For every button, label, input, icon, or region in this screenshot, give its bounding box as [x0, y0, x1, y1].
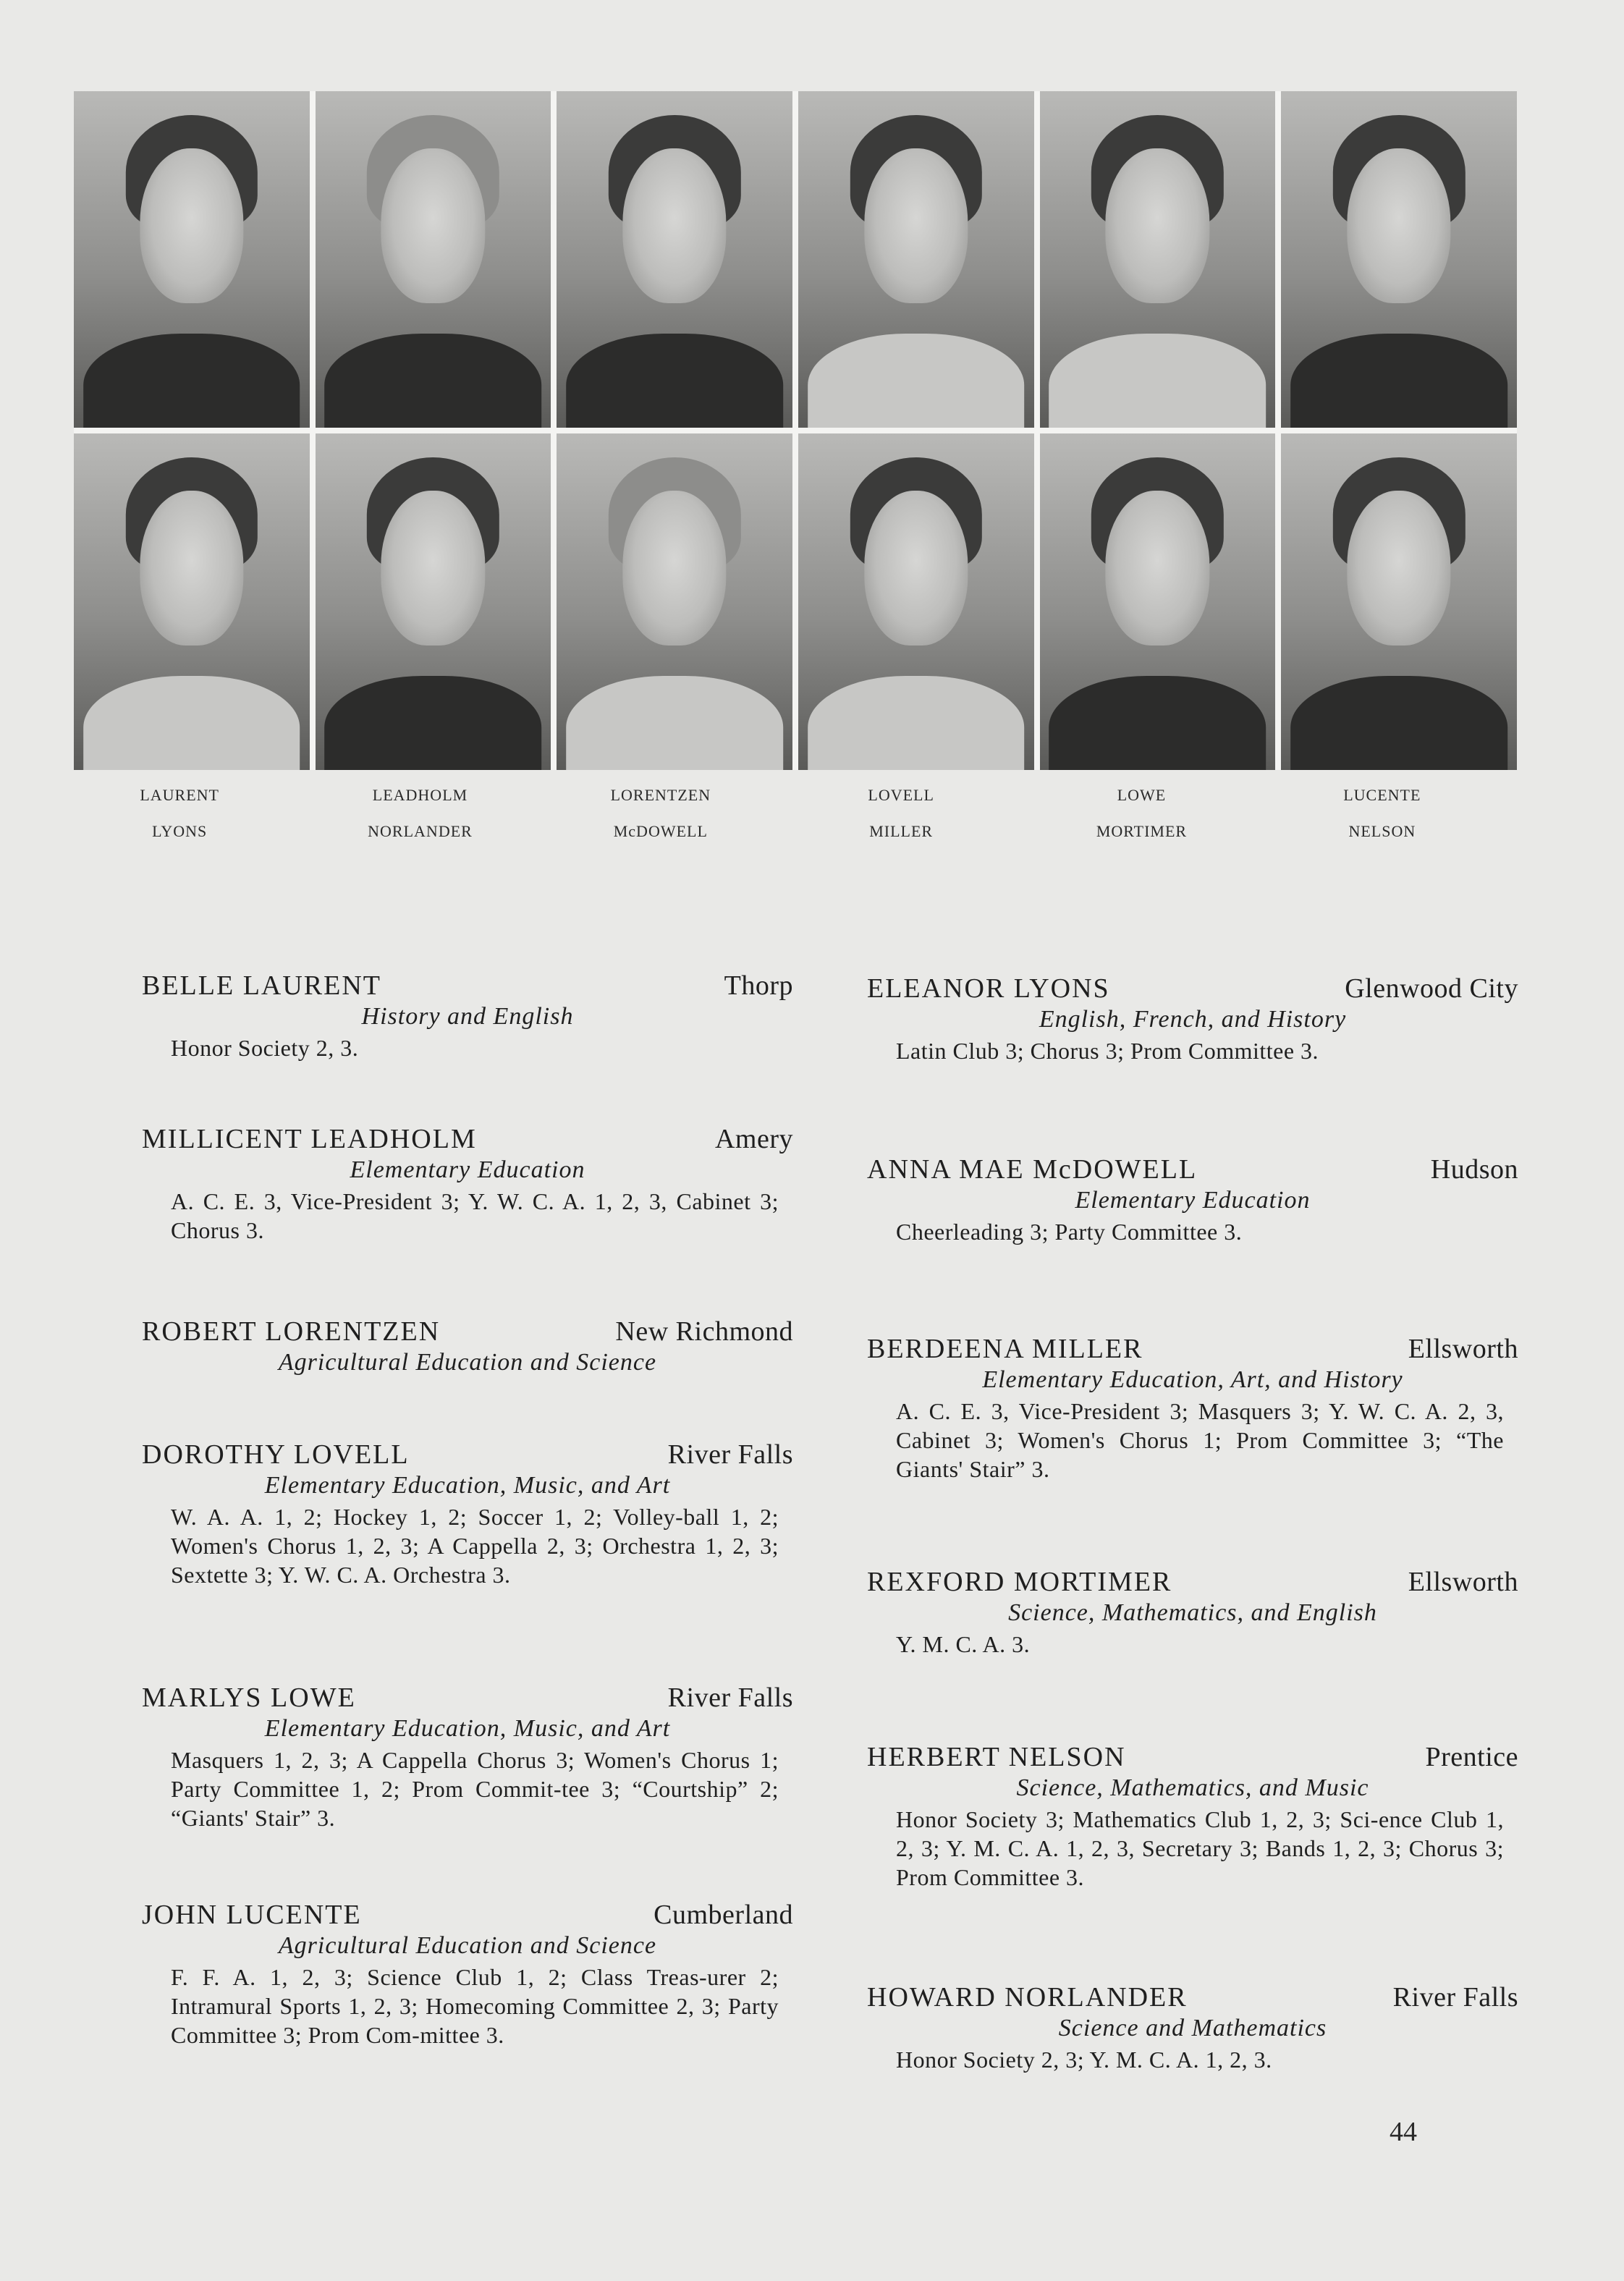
photo-caption: LUCENTE: [1343, 786, 1421, 804]
portrait-photo: [1040, 433, 1276, 770]
photo-caption: NELSON: [1348, 822, 1416, 840]
student-entry: [142, 1439, 793, 1589]
student-major: Agricultural Education and Science: [278, 1349, 657, 1376]
student-entry: [867, 973, 1518, 1065]
portrait-photo: [557, 91, 792, 428]
student-activities: A. C. E. 3, Vice-President 3; Masquers 3; Y. W. C. A. 2, 3, Cabinet 3; Women's Chorus 1; Prom Committee 3; “The Giants' Stair” 3.: [896, 1398, 1504, 1482]
student-entry: [867, 1154, 1518, 1246]
student-entry: [867, 1741, 1518, 1892]
student-entry: [867, 1333, 1518, 1484]
portrait-photo: [1040, 91, 1276, 428]
student-hometown: Ellsworth: [1408, 1334, 1518, 1364]
student-major: History and English: [361, 1003, 574, 1030]
portrait-photo: [74, 91, 310, 428]
student-hometown: Cumberland: [654, 1900, 793, 1930]
portrait-photo: [316, 433, 551, 770]
student-entry: [142, 1899, 793, 2049]
student-activities: Latin Club 3; Chorus 3; Prom Committee 3.: [896, 1038, 1319, 1064]
student-hometown: New Richmond: [615, 1316, 793, 1347]
student-activities: Honor Society 3; Mathematics Club 1, 2, 3; Sci-ence Club 1, 2, 3; Y. M. C. A. 1, 2, 3, Secretary 3; Bands 1, 2, 3; Chorus 3; Prom Committee 3.: [896, 1806, 1504, 1890]
photo-caption: NORLANDER: [368, 822, 473, 840]
photo-caption: LORENTZEN: [610, 786, 711, 804]
portrait-photo: [316, 91, 551, 428]
student-activities: F. F. A. 1, 2, 3; Science Club 1, 2; Class Treas-urer 2; Intramural Sports 1, 2, 3; Homecoming Committee 2, 3; Party Committee 3; Prom Com-mittee 3.: [171, 1964, 779, 2048]
student-name: BELLE LAURENT: [142, 970, 382, 1001]
student-hometown: Thorp: [724, 970, 793, 1001]
portrait-photo: [557, 433, 792, 770]
student-activities: W. A. A. 1, 2; Hockey 1, 2; Soccer 1, 2; Volley-ball 1, 2; Women's Chorus 1, 2, 3; A Cappella 2, 3; Orchestra 1, 2, 3; Sextette 3; Y. W. C. A. Orchestra 3.: [171, 1504, 779, 1588]
portrait-photo: [798, 433, 1034, 770]
page-number: 44: [1390, 2117, 1417, 2147]
student-name: HERBERT NELSON: [867, 1742, 1126, 1772]
student-major: Elementary Education, Music, and Art: [264, 1472, 671, 1499]
student-major: Elementary Education, Music, and Art: [264, 1715, 671, 1742]
student-entry: [142, 1123, 793, 1245]
student-hometown: River Falls: [667, 1439, 793, 1470]
student-hometown: Amery: [714, 1124, 793, 1154]
portrait-photo: [1281, 91, 1517, 428]
student-major: Science, Mathematics, and Music: [1016, 1774, 1369, 1801]
student-entry: [867, 1981, 1518, 2074]
student-activities: Y. M. C. A. 3.: [896, 1631, 1031, 1657]
student-name: ANNA MAE McDOWELL: [867, 1154, 1198, 1185]
student-name: JOHN LUCENTE: [142, 1900, 362, 1930]
student-entry: [867, 1566, 1518, 1659]
student-hometown: River Falls: [667, 1683, 793, 1713]
student-activities: Honor Society 2, 3.: [171, 1035, 359, 1061]
student-name: DOROTHY LOVELL: [142, 1439, 410, 1470]
student-name: HOWARD NORLANDER: [867, 1982, 1188, 2013]
student-hometown: Ellsworth: [1408, 1567, 1518, 1597]
student-name: BERDEENA MILLER: [867, 1334, 1143, 1364]
student-entry: [142, 1316, 793, 1379]
student-entry: [142, 1682, 793, 1832]
student-hometown: River Falls: [1392, 1982, 1518, 2013]
photo-caption: McDOWELL: [613, 822, 708, 840]
student-major: Science, Mathematics, and English: [1008, 1599, 1377, 1626]
photo-caption: MILLER: [869, 822, 934, 840]
student-name: REXFORD MORTIMER: [867, 1567, 1172, 1597]
student-name: MARLYS LOWE: [142, 1683, 356, 1713]
photo-caption: MORTIMER: [1096, 822, 1188, 840]
student-activities: Cheerleading 3; Party Committee 3.: [896, 1219, 1243, 1245]
portrait-photo: [798, 91, 1034, 428]
student-entry: [142, 970, 793, 1062]
student-activities: Masquers 1, 2, 3; A Cappella Chorus 3; Women's Chorus 1; Party Committee 1, 2; Prom Commit-tee 3; “Courtship” 2; “Giants' Stair” 3.: [171, 1747, 779, 1831]
student-hometown: Prentice: [1425, 1742, 1518, 1772]
student-major: Elementary Education, Art, and History: [982, 1366, 1403, 1393]
portrait-photo: [74, 433, 310, 770]
portrait-photo: [1281, 433, 1517, 770]
student-activities: Honor Society 2, 3; Y. M. C. A. 1, 2, 3.: [896, 2047, 1272, 2073]
student-major: Elementary Education: [350, 1156, 585, 1183]
photo-caption: LEADHOLM: [372, 786, 468, 804]
photo-caption: LAURENT: [140, 786, 219, 804]
student-major: English, French, and History: [1039, 1006, 1347, 1033]
student-hometown: Hudson: [1430, 1154, 1518, 1185]
student-major: Science and Mathematics: [1058, 2015, 1327, 2041]
student-name: MILLICENT LEADHOLM: [142, 1124, 477, 1154]
student-activities: A. C. E. 3, Vice-President 3; Y. W. C. A. 1, 2, 3, Cabinet 3; Chorus 3.: [171, 1188, 779, 1243]
photo-caption: LOWE: [1117, 786, 1167, 804]
portrait-grid: [74, 91, 1517, 770]
student-name: ELEANOR LYONS: [867, 973, 1110, 1004]
portrait-captions: [74, 786, 1517, 841]
student-major: Agricultural Education and Science: [278, 1932, 657, 1959]
student-hometown: Glenwood City: [1345, 973, 1518, 1004]
photo-caption: LYONS: [152, 822, 208, 840]
photo-caption: LOVELL: [868, 786, 934, 804]
student-name: ROBERT LORENTZEN: [142, 1316, 441, 1347]
student-major: Elementary Education: [1075, 1187, 1311, 1214]
